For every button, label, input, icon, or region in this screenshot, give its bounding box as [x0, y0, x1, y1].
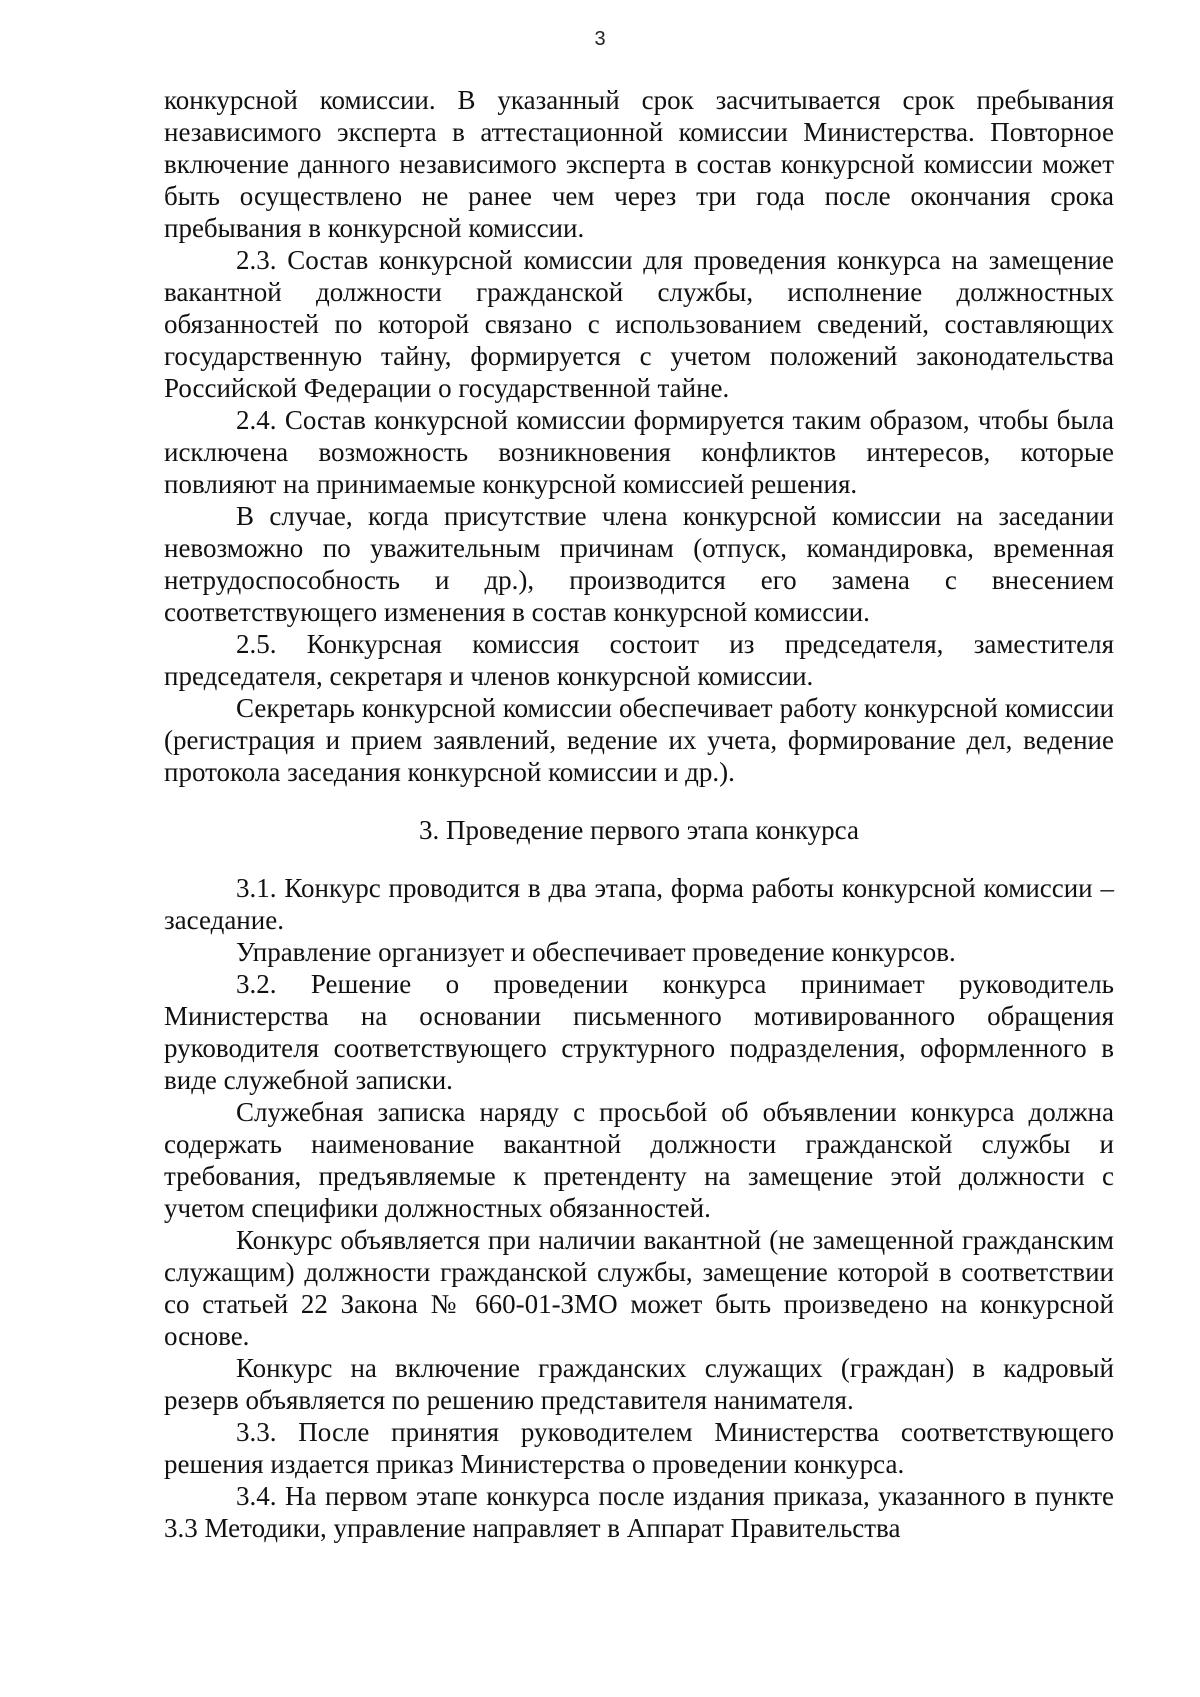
paragraph: 3.4. На первом этапе конкурса после издания приказа, указанного в пункте 3.3 Методики, управление направляет в Аппарат Правительства: [164, 1481, 1114, 1543]
paragraph: конкурсной комиссии. В указанный срок засчитывается срок пребывания независимого эксперта в аттестационной комиссии Министерства. Повторное включение данного независимого эксперта в состав конкурсной комиссии может быть осуществлено не ранее чем через три года после окончания срока пребывания в конкурсной комиссии.: [164, 85, 1114, 243]
paragraph: Управление организует и обеспечивает проведение конкурсов.: [236, 937, 956, 967]
paragraph: 2.3. Состав конкурсной комиссии для проведения конкурса на замещение вакантной должности гражданской службы, исполнение должностных обязанностей по которой связано с использованием сведений, составляющих государственную тайну, формируется с учетом положений законодательства Российской Федерации о государственной тайне.: [164, 245, 1114, 403]
paragraph: 3.3. После принятия руководителем Министерства соответствующего решения издается приказ Министерства о проведении конкурса.: [164, 1417, 1114, 1479]
paragraph: Конкурс объявляется при наличии вакантной (не замещенной гражданским служащим) должности гражданской службы, замещение которой в соответствии со статьей 22 Закона № 660-01-ЗМО может быть произведено на конкурсной основе.: [164, 1225, 1114, 1351]
paragraph: 3.1. Конкурс проводится в два этапа, форма работы конкурсной комиссии – заседание.: [164, 873, 1114, 935]
paragraph: 2.5. Конкурсная комиссия состоит из председателя, заместителя председателя, секретаря и членов конкурсной комиссии.: [164, 629, 1114, 691]
document-body: [164, 84, 1114, 1544]
paragraph: 3.2. Решение о проведении конкурса принимает руководитель Министерства на основании письменного мотивированного обращения руководителя соответствующего структурного подразделения, оформленного в виде служебной записки.: [164, 969, 1114, 1095]
paragraph: Конкурс на включение гражданских служащих (граждан) в кадровый резерв объявляется по решению представителя нанимателя.: [164, 1353, 1114, 1415]
paragraph: В случае, когда присутствие члена конкурсной комиссии на заседании невозможно по уважительным причинам (отпуск, командировка, временная нетрудоспособность и др.), производится его замена с внесением соответствующего изменения в состав конкурсной комиссии.: [164, 501, 1114, 627]
paragraph: Служебная записка наряду с просьбой об объявлении конкурса должна содержать наименование вакантной должности гражданской службы и требования, предъявляемые к претенденту на замещение этой должности с учетом специфики должностных обязанностей.: [164, 1097, 1114, 1223]
section-heading: 3. Проведение первого этапа конкурса: [419, 815, 859, 845]
paragraph: Секретарь конкурсной комиссии обеспечивает работу конкурсной комиссии (регистрация и прием заявлений, ведение их учета, формирование дел, ведение протокола заседания конкурсной комиссии и др.).: [164, 693, 1114, 787]
page-number: 3: [594, 28, 606, 50]
paragraph: 2.4. Состав конкурсной комиссии формируется таким образом, чтобы была исключена возможность возникновения конфликтов интересов, которые повлияют на принимаемые конкурсной комиссией решения.: [164, 405, 1114, 499]
